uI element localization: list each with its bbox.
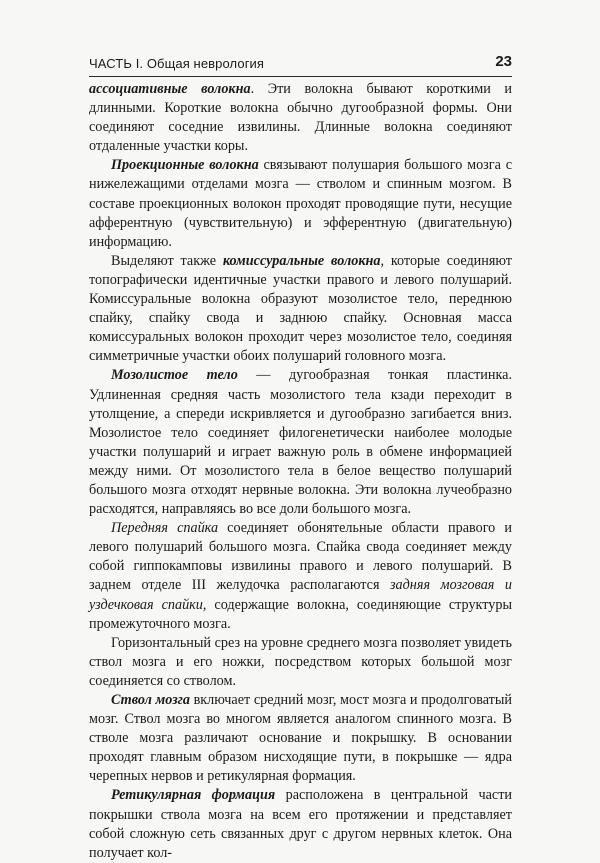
term-reticular-formation: Ретикулярная формация [111,787,276,804]
term-association-fibers: ассоциативные волокна [89,81,251,97]
paragraph-reticular-formation [89,786,512,862]
term-commissural-fibers: комиссуральные волокна [222,252,381,269]
page-number: 23 [495,53,512,70]
paragraph-text: связывают полушария большого мозга с нижележащими отделами мозга — стволом и спинным мозгом. В составе проекционных волокон проходят проводящие пути, несущие афферентную (чувствительную) и эфферентную (двигательную) информацию. [89,157,512,250]
paragraph-text: Горизонтальный срез на уровне среднего мозга позволяет увидеть ствол мозга и его ножки, посредством которых большой мозг соединяется со стволом. [89,634,512,689]
paragraph-anterior-commissure [89,519,512,634]
paragraph-text: , которые соединяют топографически идентичные участки правого и левого полушарий. Комиссуральные волокна образуют мозолистое тело, переднюю спайку, спайку свода и заднюю спайку. Основная масса комиссуральных волокон проходит через мозолистое тело, соединяя симметричные участки обоих полушарий головного мозга. [89,252,512,365]
paragraph-text: Выделяют также [111,252,223,269]
body-text [89,80,512,863]
paragraph-projection-fibers [89,156,512,251]
paragraph-corpus-callosum [89,366,512,519]
running-head: ЧАСТЬ I. Общая неврология [89,56,265,71]
paragraph-association-fibers [89,80,512,156]
paragraph-text: — дугообразная тонкая пластинка. Удлиненная средняя часть мозолистого тела кзади переходит в утолщение, а спереди искривляется и дугообразно загибается вниз. Мозолистое тело соединяет филогенетически наиболее молодые участки полушарий и играет важную роль в обмене информацией между ними. От мозолистого тела в белое вещество полушарий большого мозга отходят нервные волокна. Эти волокна лучеобразно расходятся, направляясь во все доли большого мозга. [89,367,512,518]
paragraph-text: включает средний мозг, мост мозга и продолговатый мозг. Ствол мозга во многом является аналогом спинного мозга. В стволе мозга различают основание и покрышку. В основании проходят главным образом нисходящие пути, в покрышке — ядра черепных нервов и ретикулярная формация. [89,692,512,785]
page-header [89,46,512,77]
paragraph-text: расположена в центральной части покрышки ствола мозга на всем его протяжении и представляет собой сложную сеть связанных друг с другом нервных клеток. Она получает кол- [89,787,513,861]
paragraph-commissural-fibers [89,252,512,367]
paragraph-brain-stem [89,691,512,786]
paragraph-text: . Эти волокна бывают короткими и длинными. Короткие волокна обычно дугообразной формы. Они соединяют соседние извилины. Длинные волокна соединяют отдаленные участки коры. [89,81,512,155]
term-posterior-habenular-commissures: задняя мозговая и уздечковая спайки [89,577,512,613]
paragraph-horizontal-section [89,634,512,691]
term-projection-fibers: Проекционные волокна [111,157,259,174]
paragraph-text: , содержащие волокна, соединяющие структуры промежуточного мозга. [89,596,512,632]
term-corpus-callosum: Мозолистое тело [111,367,238,384]
paragraph-text: соединяет обонятельные области правого и левого полушарий большого мозга. Спайка свода соединяет между собой гиппокамповы извилины правого и левого полушарий. В заднем отделе III желудочка располагаются [89,520,512,594]
term-brain-stem: Ствол мозга [111,692,190,708]
term-anterior-commissure: Передняя спайка [111,520,219,537]
